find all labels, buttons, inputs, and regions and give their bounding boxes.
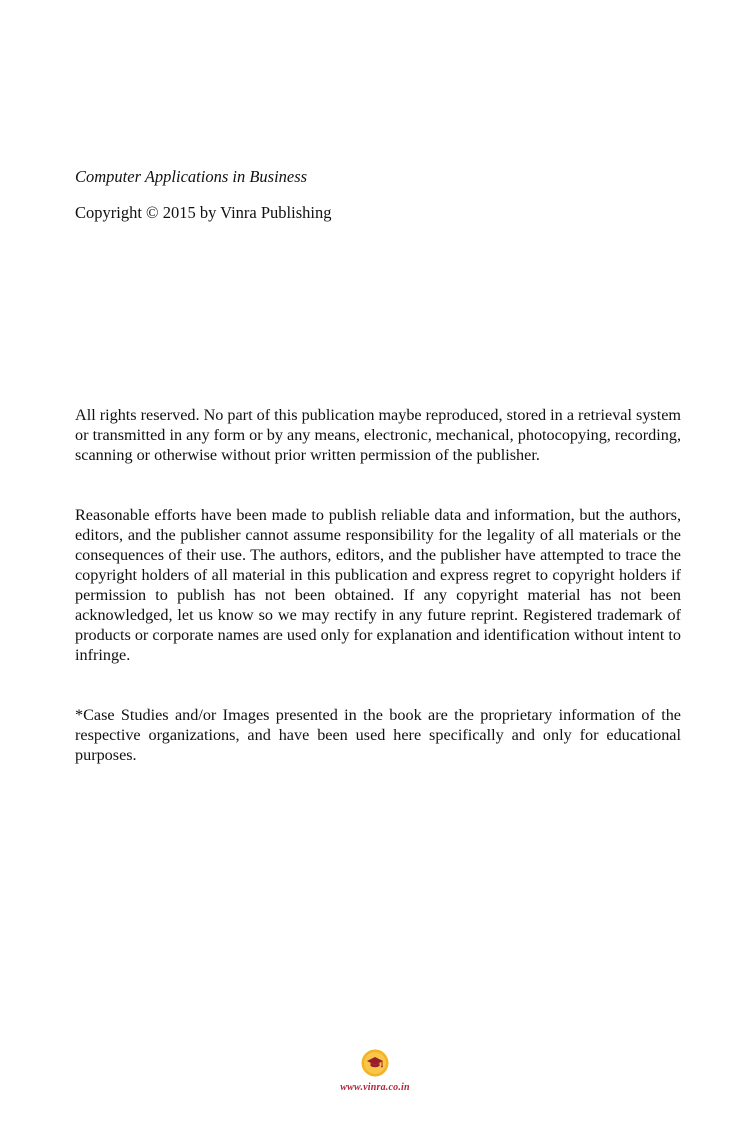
copyright-line: Copyright © 2015 by Vinra Publishing: [75, 203, 332, 222]
publisher-logo-icon: [361, 1049, 389, 1077]
publisher-website-link[interactable]: www.vinra.co.in: [340, 1082, 410, 1093]
case-studies-paragraph: *Case Studies and/or Images presented in the book are the proprietary information of the respective organizations, and have been used here specifically and only for educational purposes.: [75, 706, 681, 764]
rights-paragraph: All rights reserved. No part of this publication maybe reproduced, stored in a retrieval system or transmitted in any form or by any means, electronic, mechanical, photocopying, recording, scanning or otherwise without prior written permission of the publisher.: [75, 406, 681, 464]
disclaimer-paragraph: Reasonable efforts have been made to publish reliable data and information, but the authors, editors, and the publisher cannot assume responsibility for the legality of all materials or the consequences of their use. The authors, editors, and the publisher have attempted to trace the copyright holders of all material in this publication and express regret to copyright holders if permission to publish has not been obtained. If any copyright material has not been acknowledged, let us know so we may rectify in any future reprint. Registered trademark of products or corporate names are used only for explanation and identification without intent to infringe.: [75, 506, 681, 664]
book-title: Computer Applications in Business: [75, 167, 308, 186]
